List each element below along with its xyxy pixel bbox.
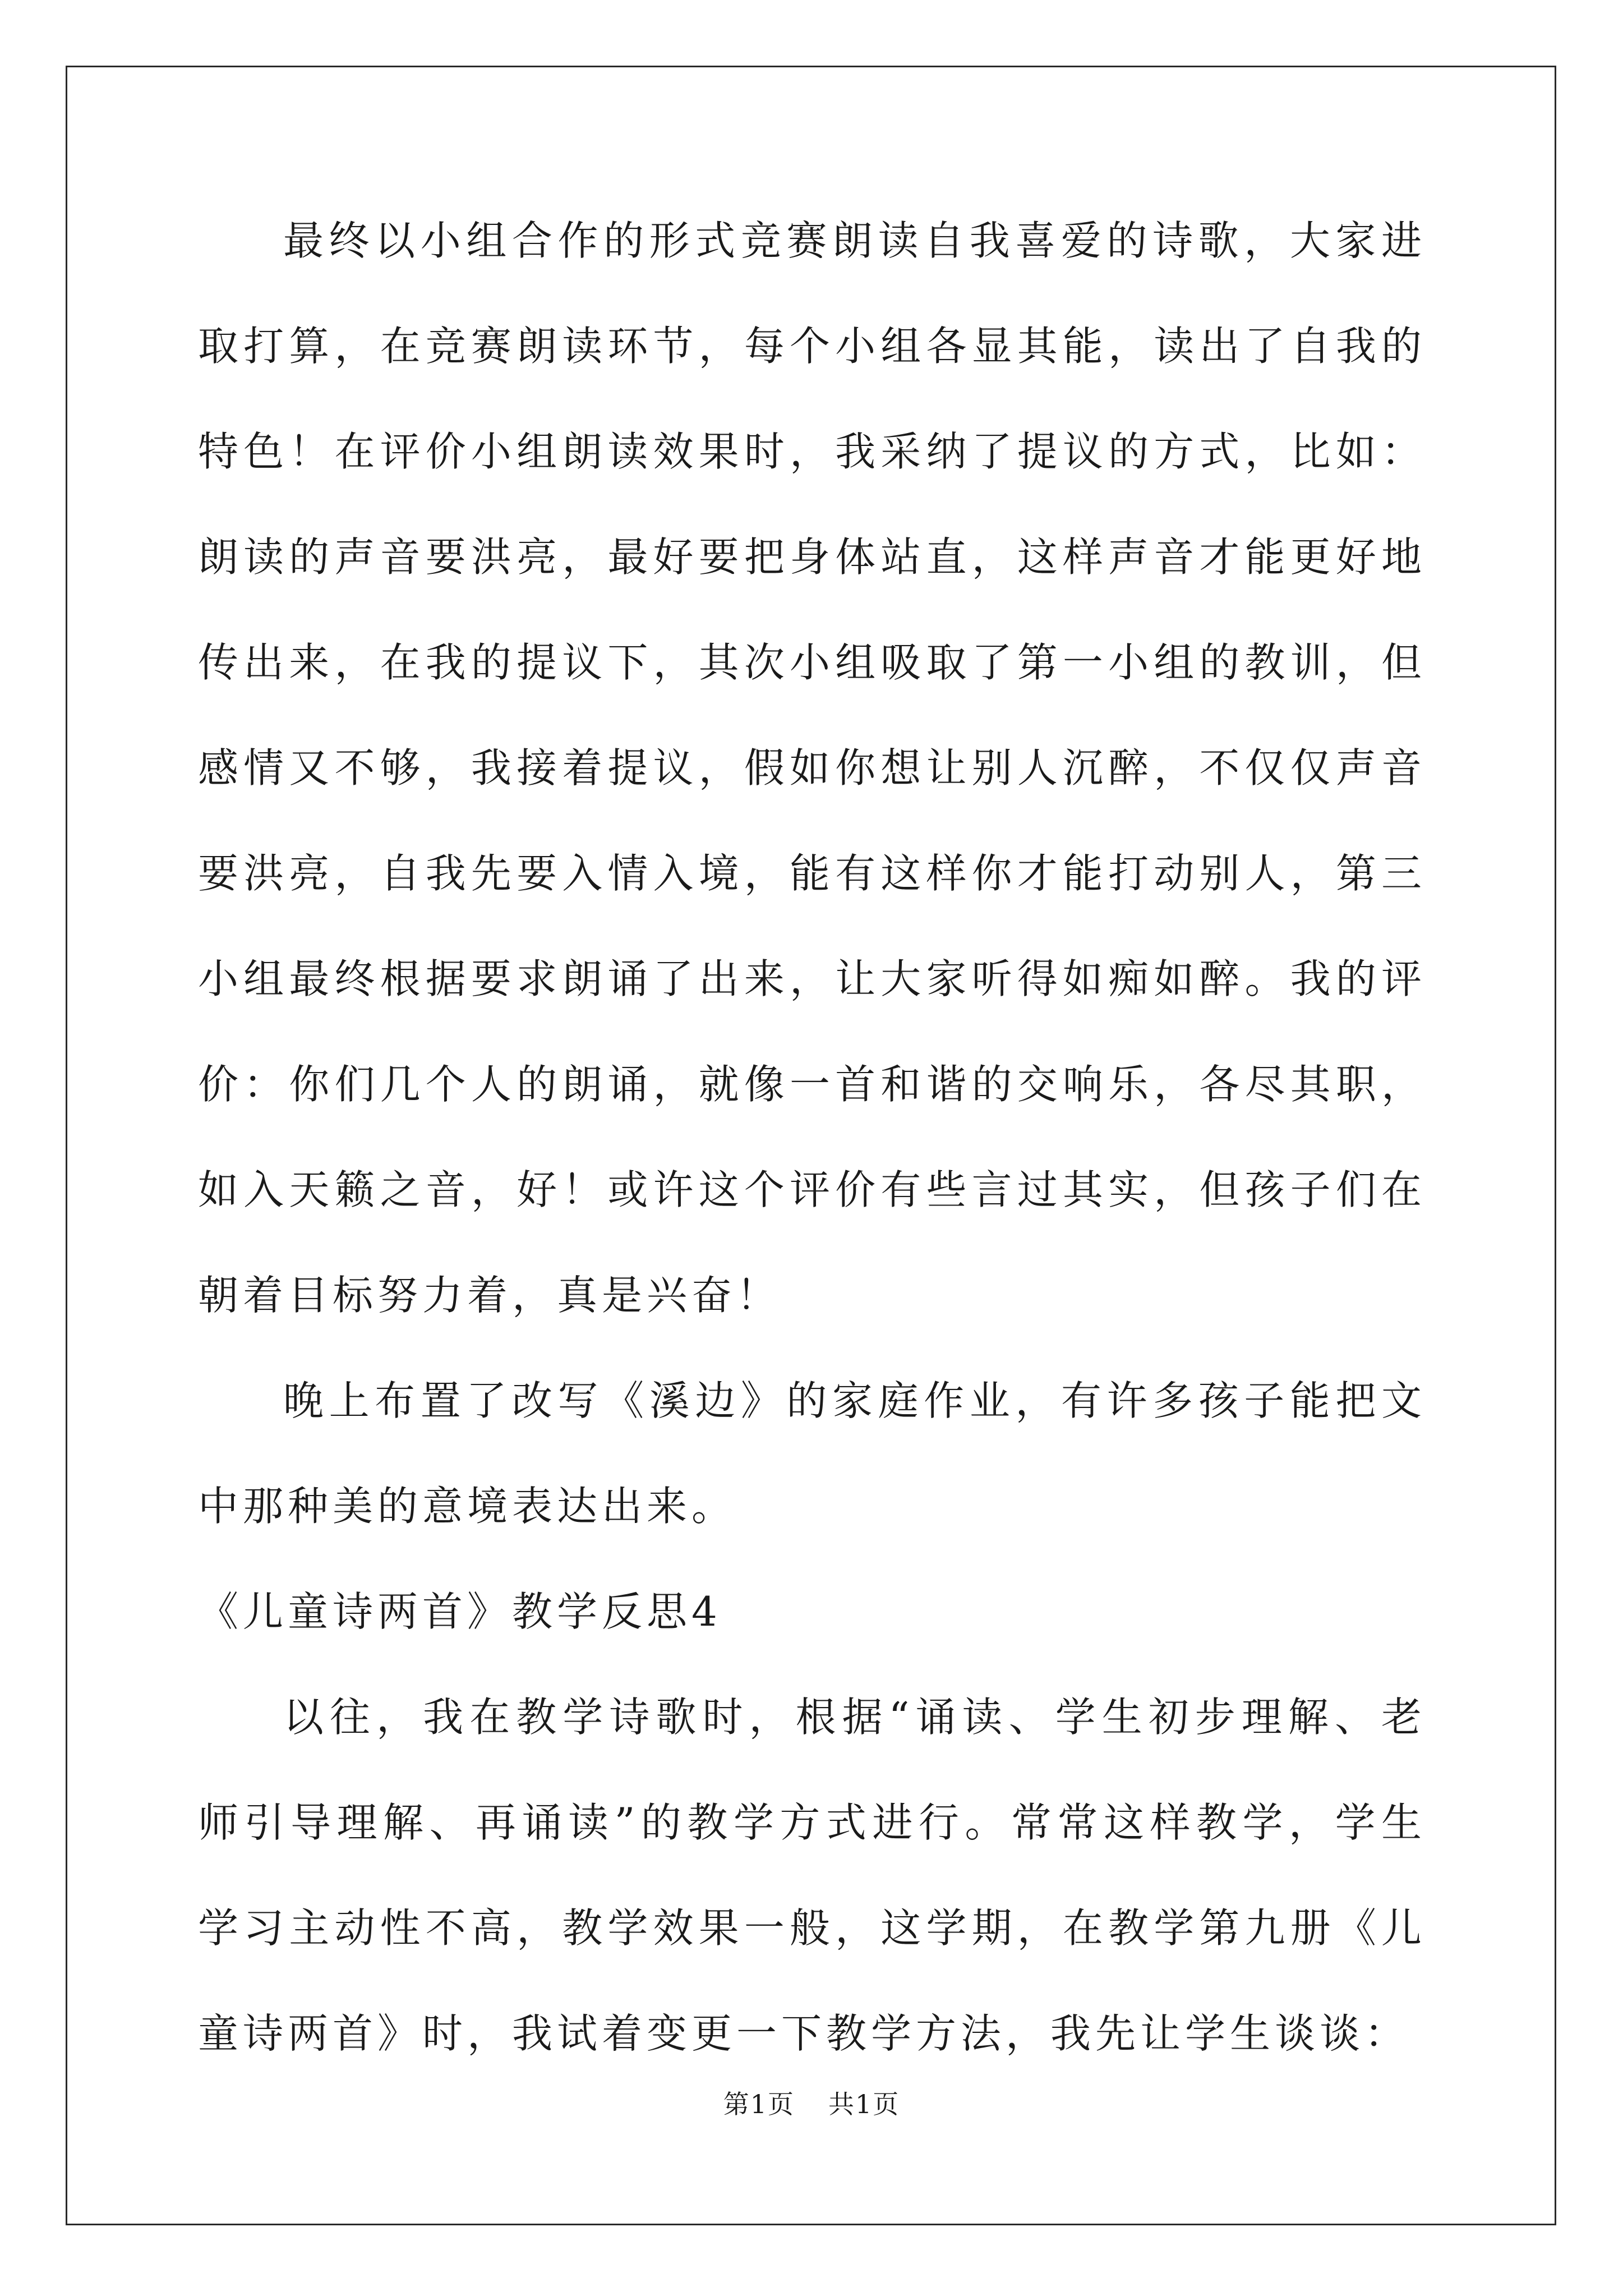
page-footer [0, 2084, 1623, 2121]
page-total: 共1页 [828, 2089, 900, 2119]
paragraph-competition-reading: 最终以小组合作的形式竞赛朗读自我喜爱的诗歌，大家进取打算，在竞赛朗读环节，每个小组各显其能，读出了自我的特色！在评价小组朗读效果时，我采纳了提议的方式，比如：朗读的声音要洪亮，最好要把身体站直，这样声音才能更好地传出来，在我的提议下，其次小组吸取了第一小组的教训，但感情又不够，我接着提议，假如你想让别人沉醉，不仅仅声音要洪亮，自我先要入情入境，能有这样你才能打动别人，第三小组最终根据要求朗诵了出来，让大家听得如痴如醉。我的评价：你们几个人的朗诵，就像一首和谐的交响乐，各尽其职，如入天籁之音，好！或许这个评价有些言过其实，但孩子们在朝着目标努力着，真是兴奋！ [198, 217, 1426, 1319]
page-number: 第1页 [723, 2089, 795, 2119]
paragraph-homework: 晚上布置了改写《溪边》的家庭作业，有许多孩子能把文中那种美的意境表达出来。 [198, 1377, 1426, 1530]
document-body [198, 188, 1426, 2086]
section-heading: 《儿童诗两首》教学反思4 [198, 1588, 722, 1635]
paragraph-teaching-method: 以往，我在教学诗歌时，根据“诵读、学生初步理解、老师引导理解、再诵读”的教学方式进行。常常这样教学，学生学习主动性不高，教学效果一般，这学期，在教学第九册《儿童诗两首》时，我试着变更一下教学方法，我先让学生谈谈： [198, 1694, 1426, 2057]
